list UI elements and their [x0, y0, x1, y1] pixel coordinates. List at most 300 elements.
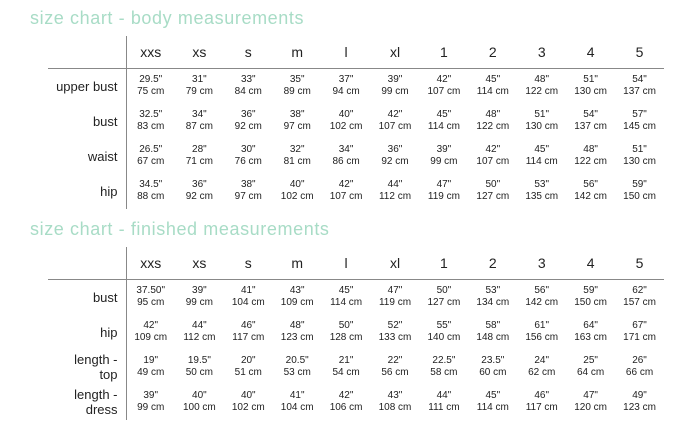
size-header: m: [291, 44, 304, 60]
measurement-cell: [615, 315, 664, 350]
inches-value: 36": [192, 179, 207, 190]
inches-value: 51": [632, 144, 647, 155]
measurement-row: [48, 174, 664, 209]
measurement-row: [48, 280, 664, 315]
finished-measurements-title: size chart - finished measurements: [30, 219, 330, 239]
cm-value: 156 cm: [525, 332, 559, 343]
cm-value: 107 cm: [427, 86, 461, 98]
finished-measurements-table: [48, 247, 664, 420]
cm-value: 114 cm: [330, 297, 363, 309]
inches-value: 19.5": [187, 355, 211, 366]
measurement-row: [48, 350, 664, 385]
measurement-row: [48, 139, 664, 174]
cm-value: 119 cm: [378, 297, 412, 309]
measurement-cell: [468, 69, 517, 104]
inches-value: 44": [192, 320, 207, 331]
cm-value: 86 cm: [332, 156, 360, 167]
row-label: [48, 69, 126, 104]
cm-value: 123 cm: [280, 332, 314, 343]
measurement-cell: [566, 174, 615, 209]
measurement-cell: [273, 139, 322, 174]
inches-value: 20": [240, 355, 256, 366]
measurement-cell: [273, 385, 322, 420]
measurement-cell: [322, 104, 371, 139]
measurement-row: [48, 69, 664, 104]
inches-value: 22": [387, 355, 403, 366]
inches-value: 55": [436, 320, 452, 331]
measurement-cell: [517, 350, 566, 385]
cm-value: 130 cm: [525, 121, 559, 132]
measurement-cell: [175, 350, 224, 385]
measurement-cell: [273, 280, 322, 315]
measurement-cell: [615, 385, 664, 420]
cm-value: 81 cm: [283, 156, 311, 167]
cm-value: 120 cm: [574, 402, 608, 413]
inches-value: 24": [534, 355, 550, 366]
inches-value: 37.50": [136, 285, 165, 297]
cm-value: 51 cm: [234, 367, 262, 378]
inches-value: 56": [583, 179, 598, 190]
measurement-cell: [468, 139, 517, 174]
inches-value: 56": [534, 285, 550, 297]
measurement-cell: [175, 385, 224, 420]
cm-value: 150 cm: [623, 191, 656, 202]
inches-value: 47": [387, 285, 403, 297]
measurement-cell: [273, 350, 322, 385]
row-label: [48, 104, 126, 139]
inches-value: 26": [632, 355, 647, 366]
row-label: [48, 174, 126, 209]
inches-value: 59": [583, 285, 598, 297]
inches-value: 39": [192, 285, 207, 297]
measurement-cell: [371, 280, 420, 315]
cm-value: 114 cm: [476, 402, 509, 413]
row-label-line: length -: [74, 387, 118, 402]
inches-value: 40": [289, 179, 305, 190]
measurement-cell: [126, 139, 175, 174]
measurement-cell: [468, 385, 517, 420]
size-header: 5: [635, 44, 644, 60]
cm-value: 100 cm: [182, 402, 216, 413]
measurement-cell: [419, 174, 468, 209]
inches-value: 67": [632, 320, 647, 331]
cm-value: 97 cm: [283, 121, 311, 132]
inches-value: 38": [240, 179, 256, 190]
measurement-cell: [468, 104, 517, 139]
cm-value: 107 cm: [378, 121, 412, 132]
inches-value: 42": [338, 390, 354, 401]
measurement-cell: [419, 350, 468, 385]
size-header: 4: [586, 255, 595, 271]
inches-value: 51": [534, 109, 550, 120]
row-label: [48, 280, 126, 315]
inches-value: 51": [583, 74, 598, 86]
cm-value: 107 cm: [329, 191, 363, 202]
measurement-row: [48, 315, 664, 350]
cm-value: 127 cm: [476, 191, 510, 202]
measurement-cell: [224, 104, 273, 139]
cm-value: 127 cm: [427, 297, 461, 309]
size-header: 3: [537, 255, 546, 271]
inches-value: 39": [387, 74, 403, 86]
measurement-row: [48, 104, 664, 139]
measurement-cell: [175, 174, 224, 209]
cm-value: 102 cm: [280, 191, 314, 202]
cm-value: 60 cm: [479, 367, 507, 378]
measurement-cell: [517, 385, 566, 420]
inches-value: 22.5": [432, 355, 456, 366]
cm-value: 104 cm: [231, 297, 265, 309]
inches-value: 43": [289, 285, 305, 297]
inches-value: 41": [240, 285, 256, 297]
inches-value: 44": [436, 390, 452, 401]
inches-value: 48": [534, 74, 550, 86]
cm-value: 163 cm: [574, 332, 608, 343]
cm-value: 58 cm: [430, 367, 458, 378]
inches-value: 45": [485, 74, 501, 86]
row-label-line: hip: [100, 324, 118, 340]
header-corner: [48, 36, 126, 69]
measurement-row: [48, 385, 664, 420]
cm-value: 133 cm: [378, 332, 412, 343]
inches-value: 36": [387, 144, 403, 155]
measurement-cell: [419, 104, 468, 139]
inches-value: 46": [240, 320, 256, 331]
cm-value: 50 cm: [185, 367, 213, 378]
measurement-cell: [615, 350, 664, 385]
measurement-cell: [126, 350, 175, 385]
cm-value: 79 cm: [185, 86, 213, 98]
inches-value: 47": [583, 390, 598, 401]
measurement-cell: [566, 280, 615, 315]
cm-value: 75 cm: [137, 86, 165, 98]
measurement-cell: [175, 104, 224, 139]
inches-value: 30": [240, 144, 256, 155]
inches-value: 44": [387, 179, 403, 190]
measurement-cell: [566, 69, 615, 104]
inches-value: 34": [338, 144, 354, 155]
cm-value: 76 cm: [234, 156, 262, 167]
cm-value: 94 cm: [332, 86, 360, 98]
inches-value: 40": [338, 109, 354, 120]
inches-value: 57": [632, 109, 647, 120]
size-header: xl: [389, 44, 401, 60]
row-label-line: dress: [85, 402, 118, 417]
inches-value: 41": [289, 390, 305, 401]
measurement-cell: [322, 280, 371, 315]
inches-value: 48": [583, 144, 598, 155]
inches-value: 50": [338, 320, 354, 331]
row-label-line: length -: [74, 352, 118, 367]
measurement-cell: [615, 280, 664, 315]
measurement-cell: [517, 174, 566, 209]
cm-value: 107 cm: [476, 156, 510, 167]
measurement-cell: [126, 174, 175, 209]
measurement-cell: [371, 315, 420, 350]
row-label-line: bust: [92, 113, 118, 129]
measurement-cell: [371, 104, 420, 139]
measurement-cell: [371, 139, 420, 174]
inches-value: 38": [289, 109, 305, 120]
size-header: 4: [586, 44, 595, 60]
cm-value: 99 cm: [137, 402, 165, 413]
measurement-cell: [468, 350, 517, 385]
size-header: 2: [488, 255, 497, 271]
measurement-cell: [517, 280, 566, 315]
cm-value: 142 cm: [525, 297, 559, 309]
measurement-cell: [175, 315, 224, 350]
cm-value: 114 cm: [476, 86, 509, 98]
size-header: xxs: [140, 255, 162, 271]
row-label-line: bust: [92, 289, 118, 305]
cm-value: 122 cm: [574, 156, 608, 167]
cm-value: 62 cm: [528, 367, 556, 378]
size-header: l: [344, 44, 348, 60]
inches-value: 46": [534, 390, 550, 401]
measurement-cell: [224, 315, 273, 350]
size-header: xs: [192, 255, 207, 271]
cm-value: 114 cm: [525, 156, 558, 167]
size-header: 2: [488, 44, 497, 60]
cm-value: 122 cm: [525, 86, 559, 98]
measurement-cell: [126, 104, 175, 139]
body-measurements-title: size chart - body measurements: [30, 8, 305, 28]
cm-value: 112 cm: [378, 191, 412, 202]
measurement-cell: [273, 315, 322, 350]
size-header: 1: [440, 255, 448, 271]
cm-value: 53 cm: [283, 367, 311, 378]
cm-value: 109 cm: [134, 332, 168, 343]
inches-value: 39": [436, 144, 452, 155]
cm-value: 102 cm: [329, 121, 363, 132]
measurement-cell: [371, 385, 420, 420]
measurement-cell: [126, 385, 175, 420]
measurement-cell: [566, 385, 615, 420]
inches-value: 49": [632, 390, 647, 401]
cm-value: 95 cm: [137, 297, 165, 309]
cm-value: 54 cm: [332, 367, 360, 378]
cm-value: 148 cm: [476, 332, 510, 343]
size-header-row: [48, 247, 664, 280]
measurement-cell: [615, 139, 664, 174]
inches-value: 50": [485, 179, 501, 190]
inches-value: 23.5": [481, 355, 505, 366]
cm-value: 83 cm: [137, 121, 165, 132]
inches-value: 20.5": [285, 355, 309, 366]
cm-value: 99 cm: [381, 86, 409, 98]
cm-value: 99 cm: [185, 297, 213, 309]
measurement-cell: [566, 104, 615, 139]
measurement-cell: [224, 350, 273, 385]
inches-value: 28": [192, 144, 207, 155]
cm-value: 130 cm: [623, 156, 656, 167]
inches-value: 19": [143, 355, 159, 366]
inches-value: 53": [485, 285, 501, 297]
measurement-cell: [517, 315, 566, 350]
measurement-cell: [224, 174, 273, 209]
cm-value: 142 cm: [574, 191, 608, 202]
inches-value: 45": [485, 390, 501, 401]
measurement-cell: [419, 69, 468, 104]
row-label-line: upper bust: [56, 78, 118, 94]
size-header: 1: [440, 44, 448, 60]
inches-value: 58": [485, 320, 501, 331]
inches-value: 34": [192, 109, 207, 120]
inches-value: 48": [289, 320, 305, 331]
cm-value: 122 cm: [476, 121, 510, 132]
measurement-cell: [273, 174, 322, 209]
row-label: [48, 315, 126, 350]
cm-value: 89 cm: [283, 86, 311, 98]
cm-value: 130 cm: [574, 86, 608, 98]
inches-value: 32.5": [139, 109, 163, 120]
inches-value: 37": [338, 74, 354, 86]
measurement-cell: [419, 280, 468, 315]
measurement-cell: [419, 385, 468, 420]
inches-value: 45": [534, 144, 550, 155]
inches-value: 25": [583, 355, 598, 366]
measurement-cell: [322, 174, 371, 209]
cm-value: 104 cm: [280, 402, 314, 413]
cm-value: 145 cm: [623, 121, 656, 132]
row-label-line: top: [99, 367, 118, 382]
header-corner: [48, 247, 126, 280]
cm-value: 88 cm: [137, 191, 165, 202]
measurement-cell: [468, 174, 517, 209]
size-header: xxs: [140, 44, 162, 60]
measurement-cell: [517, 139, 566, 174]
size-header: s: [244, 255, 252, 271]
measurement-cell: [615, 69, 664, 104]
measurement-cell: [419, 139, 468, 174]
inches-value: 50": [436, 285, 452, 297]
inches-value: 48": [485, 109, 501, 120]
measurement-cell: [273, 104, 322, 139]
cm-value: 108 cm: [378, 402, 412, 413]
inches-value: 62": [632, 285, 647, 297]
cm-value: 171 cm: [623, 332, 656, 343]
size-header: xs: [192, 44, 207, 60]
cm-value: 87 cm: [185, 121, 213, 132]
cm-value: 137 cm: [623, 86, 656, 98]
row-label: [48, 385, 126, 420]
cm-value: 109 cm: [280, 297, 314, 309]
cm-value: 64 cm: [577, 367, 605, 378]
inches-value: 45": [338, 285, 354, 297]
inches-value: 31": [192, 74, 207, 86]
inches-value: 40": [192, 390, 207, 401]
measurement-cell: [419, 315, 468, 350]
inches-value: 21": [338, 355, 354, 366]
inches-value: 43": [387, 390, 403, 401]
body-measurements-table: [48, 36, 664, 209]
cm-value: 128 cm: [329, 332, 363, 343]
cm-value: 117 cm: [232, 332, 265, 343]
inches-value: 36": [240, 109, 256, 120]
cm-value: 135 cm: [525, 191, 559, 202]
measurement-cell: [322, 315, 371, 350]
measurement-cell: [322, 139, 371, 174]
cm-value: 92 cm: [185, 191, 213, 202]
inches-value: 40": [240, 390, 256, 401]
inches-value: 59": [632, 179, 647, 190]
measurement-cell: [224, 280, 273, 315]
measurement-cell: [468, 280, 517, 315]
inches-value: 64": [583, 320, 598, 331]
cm-value: 150 cm: [574, 297, 608, 309]
measurement-cell: [322, 69, 371, 104]
inches-value: 52": [387, 320, 403, 331]
measurement-cell: [517, 104, 566, 139]
measurement-cell: [322, 350, 371, 385]
inches-value: 42": [436, 74, 452, 86]
cm-value: 137 cm: [574, 121, 608, 132]
cm-value: 112 cm: [183, 332, 216, 343]
cm-value: 49 cm: [137, 367, 165, 378]
inches-value: 32": [289, 144, 305, 155]
measurement-cell: [566, 139, 615, 174]
cm-value: 102 cm: [231, 402, 265, 413]
measurement-cell: [273, 69, 322, 104]
measurement-cell: [371, 350, 420, 385]
measurement-cell: [615, 104, 664, 139]
measurement-cell: [175, 69, 224, 104]
cm-value: 123 cm: [623, 402, 656, 413]
inches-value: 39": [143, 390, 159, 401]
cm-value: 117 cm: [525, 402, 558, 413]
measurement-cell: [322, 385, 371, 420]
size-header: l: [344, 255, 348, 271]
measurement-cell: [175, 280, 224, 315]
row-label: [48, 139, 126, 174]
cm-value: 66 cm: [625, 367, 654, 378]
measurement-cell: [224, 69, 273, 104]
measurement-cell: [517, 69, 566, 104]
measurement-cell: [468, 315, 517, 350]
measurement-cell: [126, 315, 175, 350]
measurement-cell: [371, 69, 420, 104]
inches-value: 45": [436, 109, 452, 120]
row-label: [48, 350, 126, 385]
row-label-line: hip: [100, 183, 118, 199]
cm-value: 114 cm: [427, 121, 460, 132]
inches-value: 42": [338, 179, 354, 190]
row-label-line: waist: [87, 148, 118, 164]
cm-value: 106 cm: [329, 402, 363, 413]
measurement-cell: [566, 350, 615, 385]
measurement-cell: [566, 315, 615, 350]
cm-value: 92 cm: [381, 156, 409, 167]
inches-value: 54": [632, 74, 647, 86]
cm-value: 111 cm: [428, 402, 460, 413]
inches-value: 47": [436, 179, 452, 190]
inches-value: 34.5": [139, 179, 163, 190]
cm-value: 99 cm: [430, 156, 458, 167]
measurement-cell: [126, 69, 175, 104]
cm-value: 157 cm: [623, 297, 656, 309]
size-header: 5: [635, 255, 644, 271]
cm-value: 67 cm: [137, 156, 165, 167]
cm-value: 56 cm: [381, 367, 409, 378]
cm-value: 84 cm: [234, 86, 262, 98]
measurement-cell: [224, 385, 273, 420]
inches-value: 42": [485, 144, 501, 155]
measurement-cell: [224, 139, 273, 174]
inches-value: 61": [534, 320, 550, 331]
cm-value: 71 cm: [185, 156, 213, 167]
inches-value: 54": [583, 109, 598, 120]
measurement-cell: [175, 139, 224, 174]
